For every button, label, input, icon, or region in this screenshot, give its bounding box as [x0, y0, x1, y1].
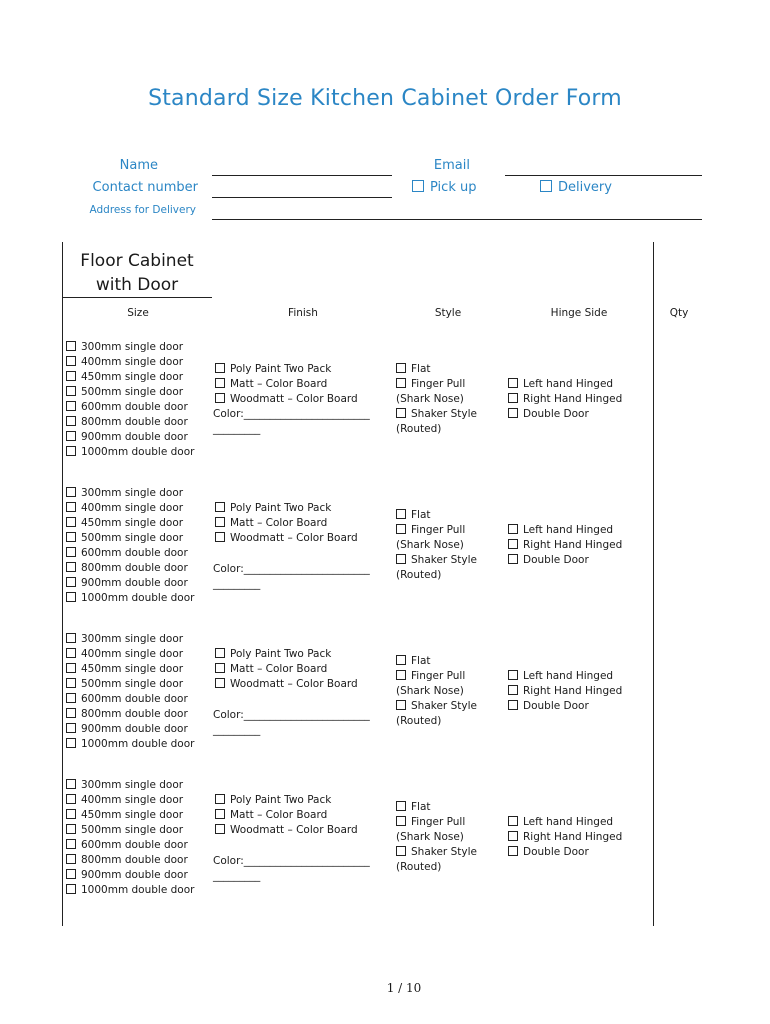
finish-checkbox[interactable]	[215, 678, 225, 688]
hinge-option[interactable]	[508, 553, 622, 568]
finish-option[interactable]	[215, 377, 370, 392]
size-checkbox[interactable]	[66, 547, 76, 557]
size-list	[66, 632, 194, 752]
column-header-finish: Finish	[288, 307, 318, 319]
size-option-label: 800mm double door	[81, 562, 188, 574]
size-option[interactable]	[66, 853, 194, 868]
pickup-checkbox[interactable]	[412, 180, 424, 192]
finish-option-label: Woodmatt – Color Board	[230, 824, 358, 836]
name-label: Name	[119, 158, 158, 173]
size-option-label: 450mm single door	[81, 663, 184, 675]
size-checkbox[interactable]	[66, 633, 76, 643]
size-checkbox[interactable]	[66, 502, 76, 512]
finish-option-label: Woodmatt – Color Board	[230, 678, 358, 690]
address-label: Address for Delivery	[89, 204, 196, 216]
style-checkbox[interactable]	[396, 846, 406, 856]
style-option-flat[interactable]	[396, 800, 477, 815]
finish-option-label: Poly Paint Two Pack	[230, 363, 332, 375]
section-title	[62, 249, 212, 297]
column-header-style: Style	[434, 307, 462, 319]
style-shark-note: (Shark Nose)	[396, 393, 464, 405]
hinge-option[interactable]	[508, 669, 622, 684]
size-option[interactable]	[66, 385, 194, 400]
hinge-option[interactable]	[508, 830, 622, 845]
size-option-label: 300mm single door	[81, 779, 184, 791]
size-checkbox[interactable]	[66, 446, 76, 456]
hinge-checkbox[interactable]	[508, 393, 518, 403]
size-option[interactable]	[66, 370, 194, 385]
style-finger-label: Finger Pull	[411, 670, 466, 682]
style-checkbox[interactable]	[396, 655, 406, 665]
size-option-label: 1000mm double door	[81, 446, 195, 458]
size-list	[66, 486, 194, 606]
name-field[interactable]	[212, 175, 392, 176]
size-checkbox[interactable]	[66, 517, 76, 527]
style-routed-note: (Routed)	[396, 423, 442, 435]
style-option-shaker[interactable]	[396, 845, 477, 860]
delivery-option[interactable]	[540, 180, 612, 195]
size-option-label: 800mm double door	[81, 854, 188, 866]
size-option-label: 300mm single door	[81, 633, 184, 645]
size-option-label: 800mm double door	[81, 708, 188, 720]
finish-list	[215, 647, 370, 738]
finish-option[interactable]	[215, 808, 370, 823]
size-option-label: 600mm double door	[81, 839, 188, 851]
size-option-label: 500mm single door	[81, 532, 184, 544]
style-finger-label: Finger Pull	[411, 378, 466, 390]
column-header-size: Size	[127, 307, 149, 319]
style-flat-label: Flat	[411, 363, 431, 375]
size-option[interactable]	[66, 692, 194, 707]
size-option-label: 450mm single door	[81, 809, 184, 821]
size-option[interactable]	[66, 531, 194, 546]
color-field[interactable]: Color:________________________	[213, 709, 370, 721]
size-checkbox[interactable]	[66, 487, 76, 497]
size-option-label: 900mm double door	[81, 431, 188, 443]
style-option-finger-pull[interactable]	[396, 523, 477, 538]
style-shaker-label: Shaker Style	[411, 846, 477, 858]
style-list	[396, 362, 477, 437]
style-checkbox[interactable]	[396, 408, 406, 418]
hinge-option[interactable]	[508, 392, 622, 407]
finish-option[interactable]	[215, 662, 370, 677]
size-option-label: 450mm single door	[81, 517, 184, 529]
hinge-checkbox[interactable]	[508, 700, 518, 710]
hinge-option-label: Left hand Hinged	[523, 816, 614, 828]
finish-option-label: Woodmatt – Color Board	[230, 532, 358, 544]
style-option-shaker[interactable]	[396, 553, 477, 568]
hinge-option[interactable]	[508, 845, 622, 860]
size-option[interactable]	[66, 737, 194, 752]
style-list	[396, 800, 477, 875]
hinge-option[interactable]	[508, 538, 622, 553]
style-option-finger-pull[interactable]	[396, 669, 477, 684]
size-option[interactable]	[66, 808, 194, 823]
size-option-label: 900mm double door	[81, 577, 188, 589]
style-shark-note: (Shark Nose)	[396, 831, 464, 843]
size-option[interactable]	[66, 501, 194, 516]
color-field-continuation[interactable]: _________	[213, 870, 261, 882]
size-checkbox[interactable]	[66, 794, 76, 804]
delivery-label: Delivery	[558, 180, 612, 195]
hinge-option-label: Left hand Hinged	[523, 378, 614, 390]
size-checkbox[interactable]	[66, 693, 76, 703]
hinge-option-label: Left hand Hinged	[523, 524, 614, 536]
pickup-label: Pick up	[430, 180, 477, 195]
style-finger-label: Finger Pull	[411, 816, 466, 828]
finish-option-label: Poly Paint Two Pack	[230, 502, 332, 514]
finish-option[interactable]	[215, 392, 370, 407]
hinge-option[interactable]	[508, 523, 622, 538]
color-field-continuation[interactable]: _________	[213, 423, 261, 435]
finish-option-label: Matt – Color Board	[230, 663, 328, 675]
section-title-underline	[62, 297, 212, 298]
size-checkbox[interactable]	[66, 884, 76, 894]
style-checkbox[interactable]	[396, 378, 406, 388]
style-finger-label: Finger Pull	[411, 524, 466, 536]
hinge-checkbox[interactable]	[508, 554, 518, 564]
size-checkbox[interactable]	[66, 386, 76, 396]
style-checkbox[interactable]	[396, 509, 406, 519]
size-option-label: 400mm single door	[81, 648, 184, 660]
color-field-continuation[interactable]: _________	[213, 724, 261, 736]
size-option-label: 1000mm double door	[81, 738, 195, 750]
size-option[interactable]	[66, 838, 194, 853]
size-checkbox[interactable]	[66, 577, 76, 587]
size-checkbox[interactable]	[66, 532, 76, 542]
finish-option-label: Matt – Color Board	[230, 378, 328, 390]
page-number: 1 / 10	[386, 981, 422, 995]
hinge-option[interactable]	[508, 699, 622, 714]
size-list	[66, 778, 194, 898]
size-checkbox[interactable]	[66, 824, 76, 834]
size-option[interactable]	[66, 486, 194, 501]
finish-checkbox[interactable]	[215, 363, 225, 373]
finish-checkbox[interactable]	[215, 502, 225, 512]
style-option-finger-pull[interactable]	[396, 815, 477, 830]
size-option[interactable]	[66, 400, 194, 415]
size-checkbox[interactable]	[66, 431, 76, 441]
finish-checkbox[interactable]	[215, 824, 225, 834]
style-list	[396, 654, 477, 729]
size-checkbox[interactable]	[66, 839, 76, 849]
style-option-flat[interactable]	[396, 508, 477, 523]
size-option[interactable]	[66, 561, 194, 576]
finish-option-label: Poly Paint Two Pack	[230, 648, 332, 660]
size-option[interactable]	[66, 647, 194, 662]
color-field-continuation[interactable]: _________	[213, 578, 261, 590]
address-field[interactable]	[212, 219, 702, 220]
style-shaker-label: Shaker Style	[411, 408, 477, 420]
hinge-option[interactable]	[508, 407, 622, 422]
size-checkbox[interactable]	[66, 869, 76, 879]
style-shaker-label: Shaker Style	[411, 700, 477, 712]
hinge-checkbox[interactable]	[508, 524, 518, 534]
style-option-finger-pull[interactable]	[396, 377, 477, 392]
size-option[interactable]	[66, 868, 194, 883]
size-checkbox[interactable]	[66, 779, 76, 789]
style-option-flat[interactable]	[396, 362, 477, 377]
size-checkbox[interactable]	[66, 723, 76, 733]
finish-option-label: Matt – Color Board	[230, 517, 328, 529]
finish-checkbox[interactable]	[215, 378, 225, 388]
style-flat-label: Flat	[411, 655, 431, 667]
color-field[interactable]: Color:________________________	[213, 563, 370, 575]
size-option-label: 600mm double door	[81, 693, 188, 705]
size-checkbox[interactable]	[66, 708, 76, 718]
finish-checkbox[interactable]	[215, 393, 225, 403]
hinge-checkbox[interactable]	[508, 831, 518, 841]
contact-number-label: Contact number	[92, 180, 198, 195]
size-option-label: 800mm double door	[81, 416, 188, 428]
column-header-qty: Qty	[669, 307, 689, 319]
finish-option[interactable]	[215, 531, 370, 546]
style-option-shaker[interactable]	[396, 407, 477, 422]
hinge-option-label: Right Hand Hinged	[523, 831, 623, 843]
size-option-label: 1000mm double door	[81, 884, 195, 896]
table-left-border	[62, 242, 63, 926]
size-option[interactable]	[66, 340, 194, 355]
hinge-option[interactable]	[508, 377, 622, 392]
size-checkbox[interactable]	[66, 854, 76, 864]
size-checkbox[interactable]	[66, 371, 76, 381]
hinge-list	[508, 523, 622, 568]
size-option[interactable]	[66, 576, 194, 591]
hinge-list	[508, 815, 622, 860]
finish-option[interactable]	[215, 647, 370, 662]
size-option-label: 600mm double door	[81, 401, 188, 413]
finish-option[interactable]	[215, 501, 370, 516]
style-checkbox[interactable]	[396, 700, 406, 710]
size-option[interactable]	[66, 591, 194, 606]
size-option[interactable]	[66, 445, 194, 460]
email-field[interactable]	[505, 175, 702, 176]
size-checkbox[interactable]	[66, 562, 76, 572]
section-title-line1: Floor Cabinet	[80, 251, 194, 271]
hinge-list	[508, 377, 622, 422]
size-option-label: 1000mm double door	[81, 592, 195, 604]
finish-list	[215, 362, 370, 437]
hinge-option-label: Right Hand Hinged	[523, 393, 623, 405]
finish-option[interactable]	[215, 793, 370, 808]
size-option-label: 400mm single door	[81, 794, 184, 806]
size-option-label: 450mm single door	[81, 371, 184, 383]
size-option-label: 500mm single door	[81, 386, 184, 398]
size-option[interactable]	[66, 415, 194, 430]
hinge-option-label: Left hand Hinged	[523, 670, 614, 682]
hinge-option-label: Right Hand Hinged	[523, 539, 623, 551]
table-right-border	[653, 242, 654, 926]
size-option[interactable]	[66, 677, 194, 692]
finish-option-label: Matt – Color Board	[230, 809, 328, 821]
finish-list	[215, 793, 370, 884]
hinge-option-label: Double Door	[523, 700, 589, 712]
finish-checkbox[interactable]	[215, 809, 225, 819]
hinge-checkbox[interactable]	[508, 539, 518, 549]
finish-option[interactable]	[215, 516, 370, 531]
style-checkbox[interactable]	[396, 524, 406, 534]
size-option-label: 400mm single door	[81, 502, 184, 514]
style-routed-note: (Routed)	[396, 569, 442, 581]
size-option-label: 500mm single door	[81, 678, 184, 690]
size-list	[66, 340, 194, 460]
contact-number-field[interactable]	[212, 197, 392, 198]
size-checkbox[interactable]	[66, 341, 76, 351]
finish-option[interactable]	[215, 362, 370, 377]
style-checkbox[interactable]	[396, 801, 406, 811]
size-option[interactable]	[66, 793, 194, 808]
size-checkbox[interactable]	[66, 738, 76, 748]
style-shaker-label: Shaker Style	[411, 554, 477, 566]
size-option-label: 400mm single door	[81, 356, 184, 368]
size-option[interactable]	[66, 722, 194, 737]
size-checkbox[interactable]	[66, 401, 76, 411]
size-option-label: 600mm double door	[81, 547, 188, 559]
finish-checkbox[interactable]	[215, 517, 225, 527]
size-option[interactable]	[66, 355, 194, 370]
style-checkbox[interactable]	[396, 554, 406, 564]
size-option[interactable]	[66, 516, 194, 531]
finish-checkbox[interactable]	[215, 532, 225, 542]
size-option[interactable]	[66, 823, 194, 838]
email-label: Email	[433, 158, 470, 173]
delivery-checkbox[interactable]	[540, 180, 552, 192]
size-checkbox[interactable]	[66, 678, 76, 688]
style-shark-note: (Shark Nose)	[396, 539, 464, 551]
hinge-option-label: Double Door	[523, 554, 589, 566]
pickup-option[interactable]	[412, 180, 476, 195]
style-checkbox[interactable]	[396, 816, 406, 826]
style-checkbox[interactable]	[396, 670, 406, 680]
size-option-label: 900mm double door	[81, 723, 188, 735]
color-field[interactable]: Color:________________________	[213, 855, 370, 867]
finish-checkbox[interactable]	[215, 663, 225, 673]
size-checkbox[interactable]	[66, 356, 76, 366]
style-option-flat[interactable]	[396, 654, 477, 669]
style-checkbox[interactable]	[396, 363, 406, 373]
column-header-hinge-side: Hinge Side	[550, 307, 608, 319]
size-option[interactable]	[66, 546, 194, 561]
hinge-checkbox[interactable]	[508, 816, 518, 826]
finish-list	[215, 501, 370, 592]
size-option[interactable]	[66, 632, 194, 647]
style-flat-label: Flat	[411, 509, 431, 521]
size-option-label: 500mm single door	[81, 824, 184, 836]
finish-option-label: Woodmatt – Color Board	[230, 393, 358, 405]
size-checkbox[interactable]	[66, 809, 76, 819]
finish-option-label: Poly Paint Two Pack	[230, 794, 332, 806]
size-checkbox[interactable]	[66, 416, 76, 426]
finish-option[interactable]	[215, 823, 370, 838]
style-routed-note: (Routed)	[396, 715, 442, 727]
hinge-list	[508, 669, 622, 714]
size-option-label: 900mm double door	[81, 869, 188, 881]
finish-option[interactable]	[215, 677, 370, 692]
hinge-option-label: Double Door	[523, 846, 589, 858]
style-option-shaker[interactable]	[396, 699, 477, 714]
hinge-checkbox[interactable]	[508, 670, 518, 680]
hinge-checkbox[interactable]	[508, 846, 518, 856]
hinge-checkbox[interactable]	[508, 378, 518, 388]
section-title-line2: with Door	[95, 275, 179, 295]
size-checkbox[interactable]	[66, 648, 76, 658]
style-list	[396, 508, 477, 583]
hinge-checkbox[interactable]	[508, 685, 518, 695]
size-option[interactable]	[66, 778, 194, 793]
finish-checkbox[interactable]	[215, 794, 225, 804]
size-checkbox[interactable]	[66, 663, 76, 673]
size-option[interactable]	[66, 883, 194, 898]
hinge-option[interactable]	[508, 684, 622, 699]
style-shark-note: (Shark Nose)	[396, 685, 464, 697]
finish-checkbox[interactable]	[215, 648, 225, 658]
page-title: Standard Size Kitchen Cabinet Order Form	[148, 86, 622, 111]
style-flat-label: Flat	[411, 801, 431, 813]
hinge-option[interactable]	[508, 815, 622, 830]
size-option-label: 300mm single door	[81, 487, 184, 499]
size-option-label: 300mm single door	[81, 341, 184, 353]
size-checkbox[interactable]	[66, 592, 76, 602]
hinge-option-label: Right Hand Hinged	[523, 685, 623, 697]
color-field[interactable]: Color:________________________	[213, 408, 370, 420]
hinge-checkbox[interactable]	[508, 408, 518, 418]
hinge-option-label: Double Door	[523, 408, 589, 420]
size-option[interactable]	[66, 430, 194, 445]
size-option[interactable]	[66, 707, 194, 722]
size-option[interactable]	[66, 662, 194, 677]
style-routed-note: (Routed)	[396, 861, 442, 873]
